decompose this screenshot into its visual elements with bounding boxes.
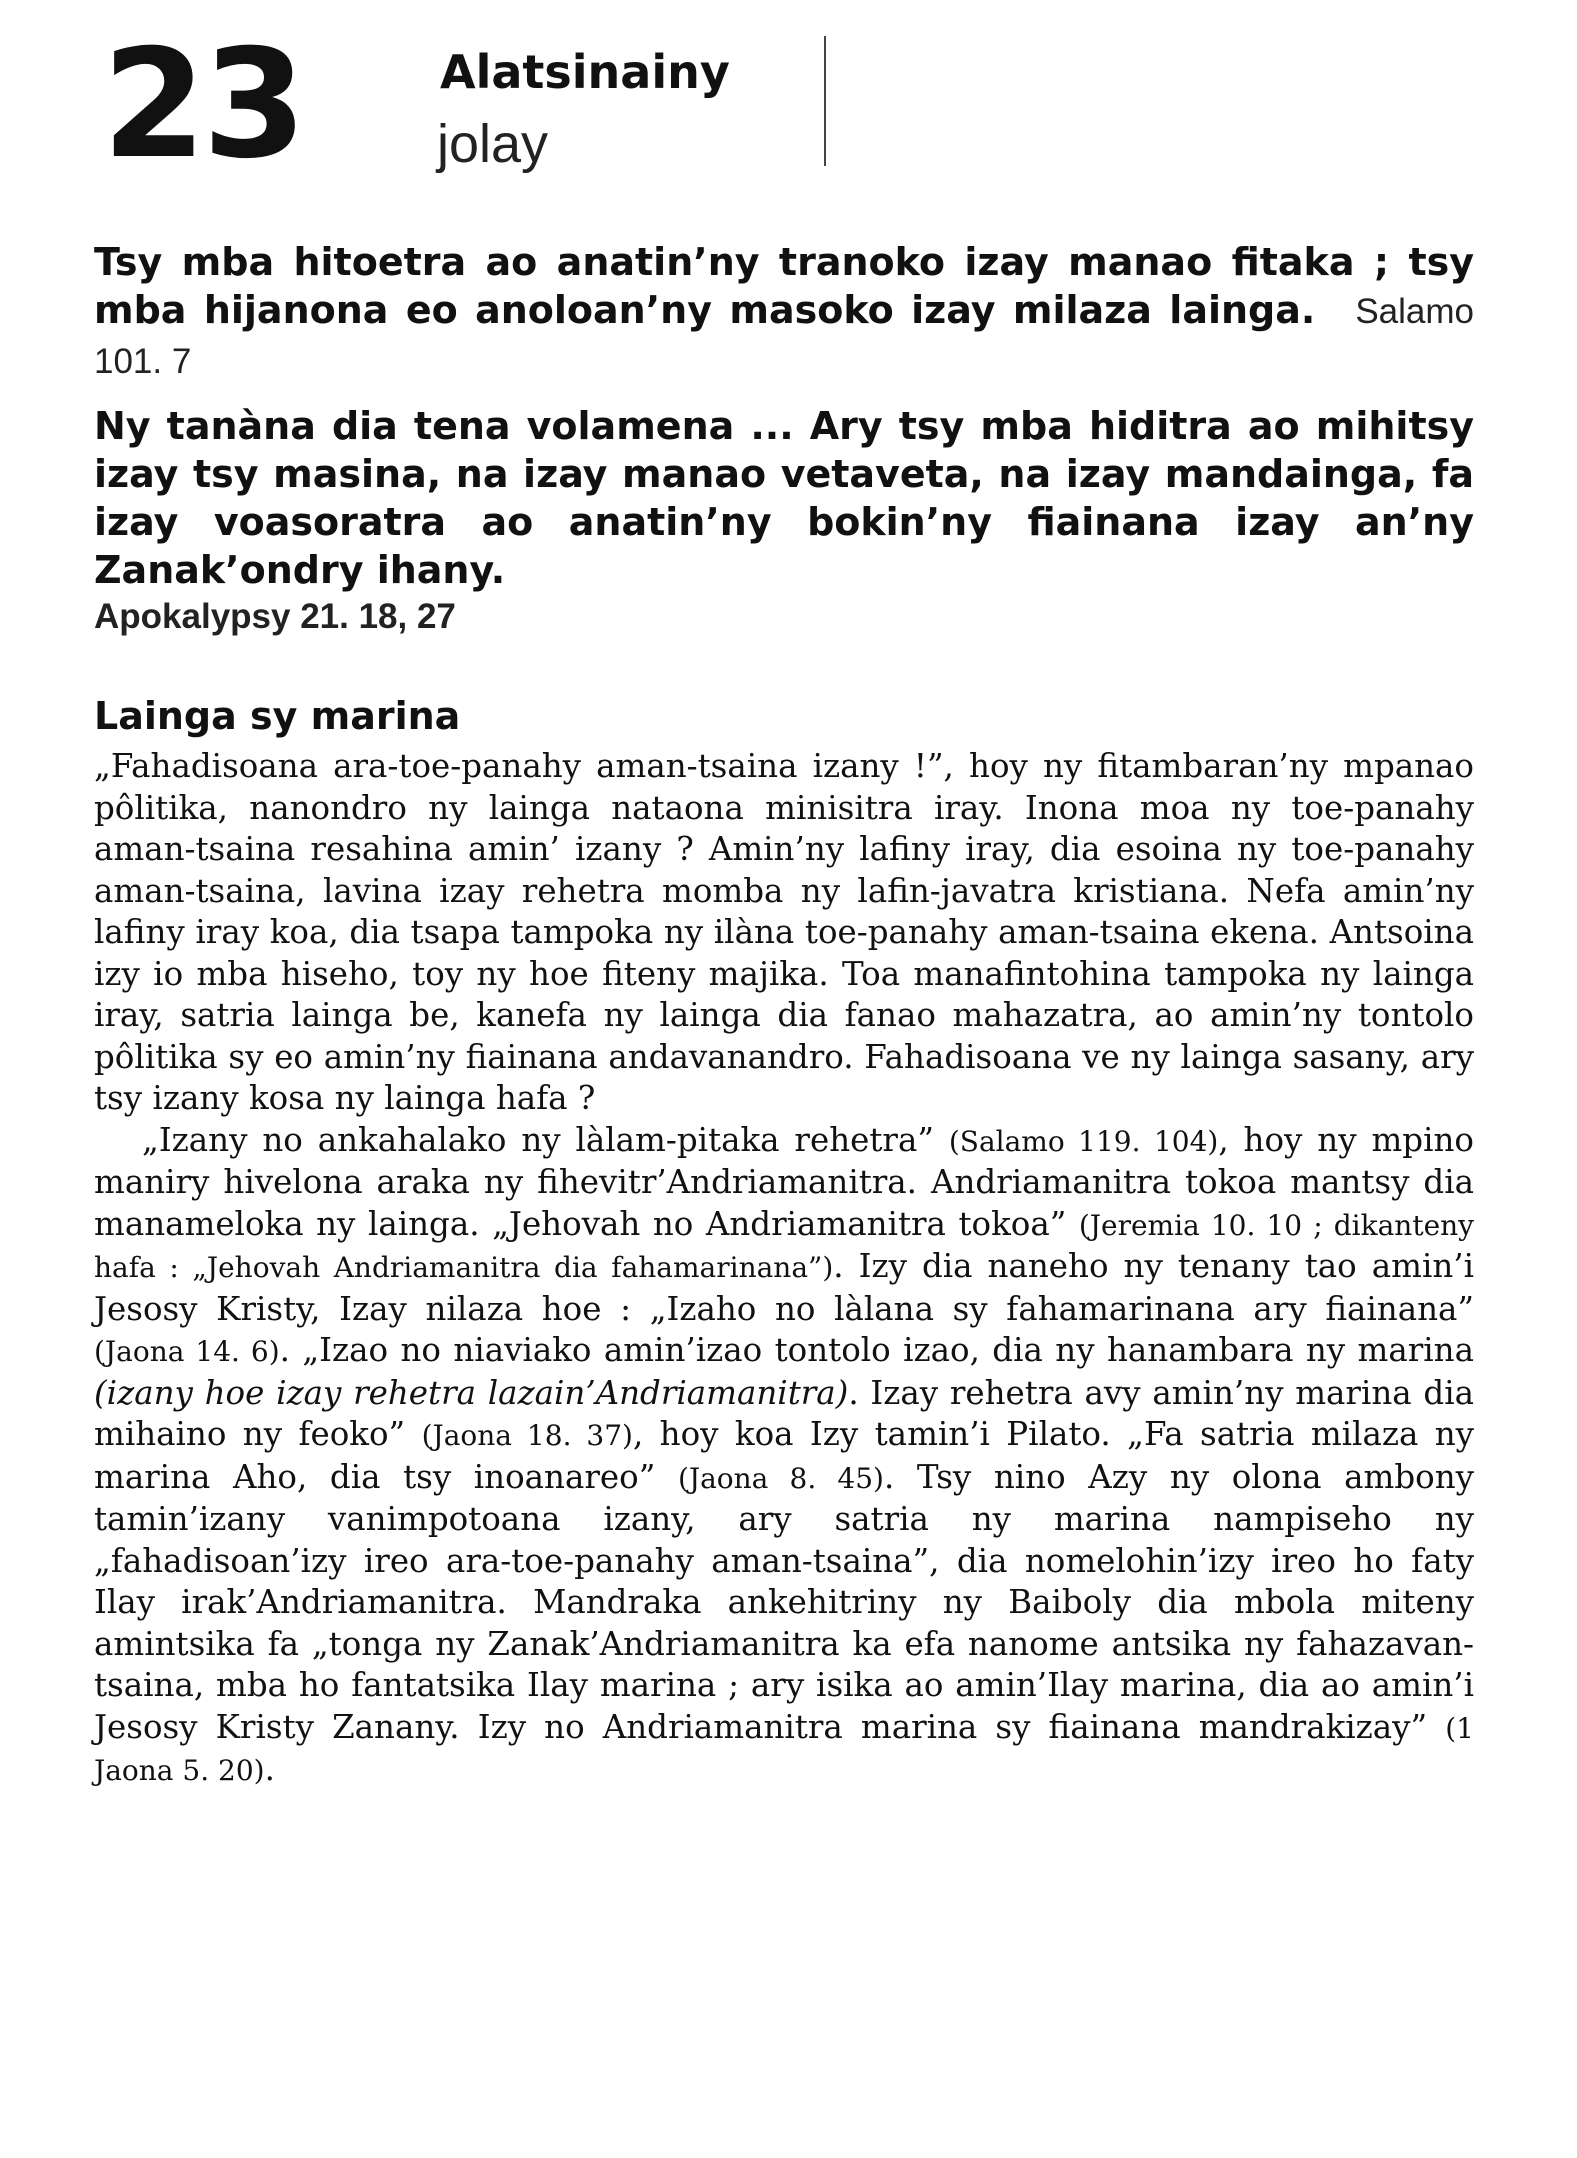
verse-new-testament	[94, 402, 1474, 640]
paragraph-text: , hoy koa Izy tamin’i Pilato. „Fa satria milaza ny marina Aho, dia tsy inoanareo”	[94, 1415, 1474, 1496]
verse-text: Ny tanàna dia tena volamena ... Ary tsy mba hiditra ao mihitsy izay tsy masina, na izay manao vetaveta, na izay mandainga, fa izay voasoratra ao anatin’ny bokin’ny fiainana izay an’ny Zanak’ondry ihany.	[94, 404, 1474, 592]
scripture-citation: (Jaona 8. 45)	[677, 1461, 884, 1495]
devotional-page	[94, 18, 1475, 1792]
paragraph-text: . Tsy nino Azy ny olona ambony tamin’izany vanimpotoana izany, ary satria ny marina nampiseho ny „fahadisoan’izy ireo ara-toe-panahy aman-tsaina”, dia nomelohin’izy ireo ho faty Ilay irak’Andriamanitra. Mandraka ankehitriny ny Baiboly dia mbola miteny amintsika fa „tonga ny Zanak’Andriamanitra ka efa nanome antsika ny fahazavan-tsaina, mba ho fantatsika Ilay marina ; ary isika ao amin’Ilay marina, dia ao amin’i Jesosy Kristy Zanany. Izy no Andriamanitra marina sy fiainana mandrakizay”	[94, 1457, 1474, 1746]
header-divider	[824, 36, 826, 166]
scripture-citation: (1 Jaona 5. 20)	[94, 1711, 1474, 1787]
paragraph-text: „Izany no ankahalako ny làlam-pitaka rehetra”	[142, 1120, 934, 1159]
scripture-citation: (Jeremia 10. 10 ; dikanteny hafa : „Jehovah Andriamanitra dia fahamarinana”)	[94, 1208, 1474, 1284]
scripture-citation: (Salamo 119. 104)	[948, 1124, 1219, 1158]
verse-text: Tsy mba hitoetra ao anatin’ny tranoko izay manao fitaka ; tsy mba hijanona eo anoloan’ny masoko izay milaza lainga.	[94, 240, 1474, 332]
month: jolay	[437, 114, 549, 174]
devotion-title: Lainga sy marina	[94, 694, 461, 738]
scripture-citation: (Jaona 18. 37)	[421, 1419, 633, 1452]
scripture-citation: (Jaona 14. 6)	[94, 1335, 280, 1368]
verse-reference: Salamo 101. 7	[94, 292, 1474, 381]
devotion-paragraph: „Fahadisoana ara-toe-panahy aman-tsaina izany !”, hoy ny fitambaran’ny mpanao pôlitika, nanondro ny lainga nataona minisitra iray. Inona moa ny toe-panahy aman-tsaina resahina amin’ izany ? Amin’ny lafiny iray, dia esoina ny toe-panahy aman-tsaina, lavina izay rehetra momba ny lafin-javatra kristiana. Nefa amin’ny lafiny iray koa, dia tsapa tampoka ny ilàna toe-panahy aman-tsaina ekena. Antsoina izy io mba hiseho, toy ny hoe fiteny majika. Toa manafintohina tampoka ny lainga iray, satria lainga be, kanefa ny lainga dia fanao mahazatra, ao amin’ny tontolo pôlitika sy eo amin’ny fiainana andavanandro. Fahadisoana ve ny lainga sasany, ary tsy izany kosa ny lainga hafa ?	[94, 747, 1474, 1117]
paragraph-text: . Izay rehetra avy amin’ny marina dia mihaino ny feoko”	[94, 1373, 1474, 1453]
paragraph-text: . „Izao no niaviako amin’izao tontolo izao, dia ny hanambara ny marina	[279, 1331, 1474, 1369]
paragraph-text: .	[264, 1750, 275, 1788]
weekday: Alatsinainy	[440, 45, 730, 99]
paragraph-text: . Izy dia naneho ny tenany tao amin’i Jesosy Kristy, Izay nilaza hoe : „Izaho no làlana sy fahamarinana ary fiainana”	[94, 1247, 1475, 1328]
devotion-paragraph	[94, 1120, 1474, 1792]
paragraph-text: , hoy ny mpino maniry hivelona araka ny fihevitr’Andriamanitra. Andriamanitra tokoa mantsy dia manameloka ny lainga. „Jehovah no Andriamanitra tokoa”	[94, 1120, 1474, 1243]
verse-reference: Apokalypsy 21. 18, 27	[94, 597, 456, 636]
verse-old-testament	[94, 238, 1474, 386]
italic-gloss: (izany hoe izay rehetra lazain’Andriamanitra)	[94, 1373, 849, 1412]
day-number: 23	[102, 18, 303, 192]
date-header	[94, 18, 1474, 192]
